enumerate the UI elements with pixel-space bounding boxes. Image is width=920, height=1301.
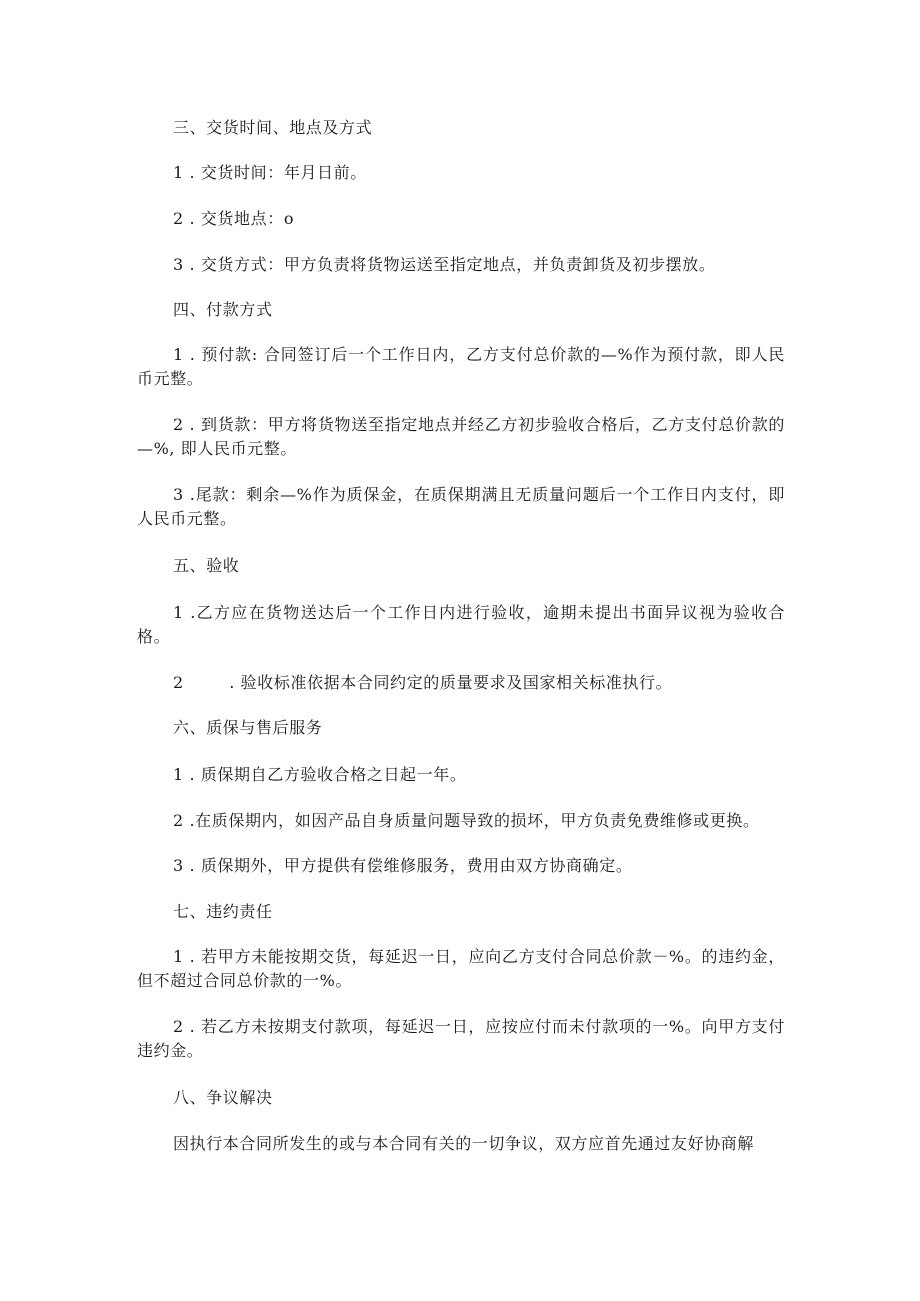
section-6-item-2: 2 .在质保期内，如因产品自身质量问题导致的损坏，甲方负责免费维修或更换。: [173, 811, 760, 830]
section-7-title: 七、违约责任: [173, 902, 273, 921]
section-4-title: 四、付款方式: [173, 300, 273, 319]
section-4-item-1: 1 . 预付款: 合同签订后一个工作日内，乙方支付总价款的—%作为预付款，即人民币元整。: [137, 345, 785, 388]
section-8-paragraph: 因执行本合同所发生的或与本合同有关的一切争议，双方应首先通过友好协商解: [173, 1134, 755, 1153]
section-4-item-2: 2 . 到货款：甲方将货物送至指定地点并经乙方初步验收合格后，乙方支付总价款的—%, 即人民币元整。: [137, 415, 785, 458]
section-7-item-2: 2 . 若乙方未按期支付款项，每延迟一日，应按应付而未付款项的一%。向甲方支付违约金。: [137, 1017, 785, 1060]
section-3-item-2: 2 . 交货地点：o: [173, 209, 295, 228]
section-5-item-2: 2 . 验收标准依据本合同约定的质量要求及国家相关标准执行。: [173, 673, 673, 692]
section-3-item-1: 1 . 交货时间：年月日前。: [173, 163, 367, 182]
section-4-item-3: 3 .尾款：剩余—%作为质保金，在质保期满且无质量问题后一个工作日内支付，即人民币元整。: [137, 485, 785, 528]
section-6-item-1: 1 . 质保期自乙方验收合格之日起一年。: [173, 765, 467, 784]
section-7-item-1: 1 . 若甲方未能按期交货，每延迟一日，应向乙方支付合同总价款－%。的违约金，但不超过合同总价款的一%。: [137, 947, 785, 990]
section-6-item-3: 3 . 质保期外，甲方提供有偿维修服务，费用由双方协商确定。: [173, 856, 633, 875]
section-3-title: 三、交货时间、地点及方式: [173, 118, 373, 137]
section-5-item-1: 1 .乙方应在货物送达后一个工作日内进行验收，逾期未提出书面异议视为验收合格。: [137, 603, 785, 646]
section-3-item-3: 3 . 交货方式：甲方负责将货物运送至指定地点，并负责卸货及初步摆放。: [173, 255, 716, 274]
section-6-title: 六、质保与售后服务: [173, 718, 323, 737]
section-5-title: 五、验收: [173, 556, 240, 575]
section-8-title: 八、争议解决: [173, 1088, 273, 1107]
